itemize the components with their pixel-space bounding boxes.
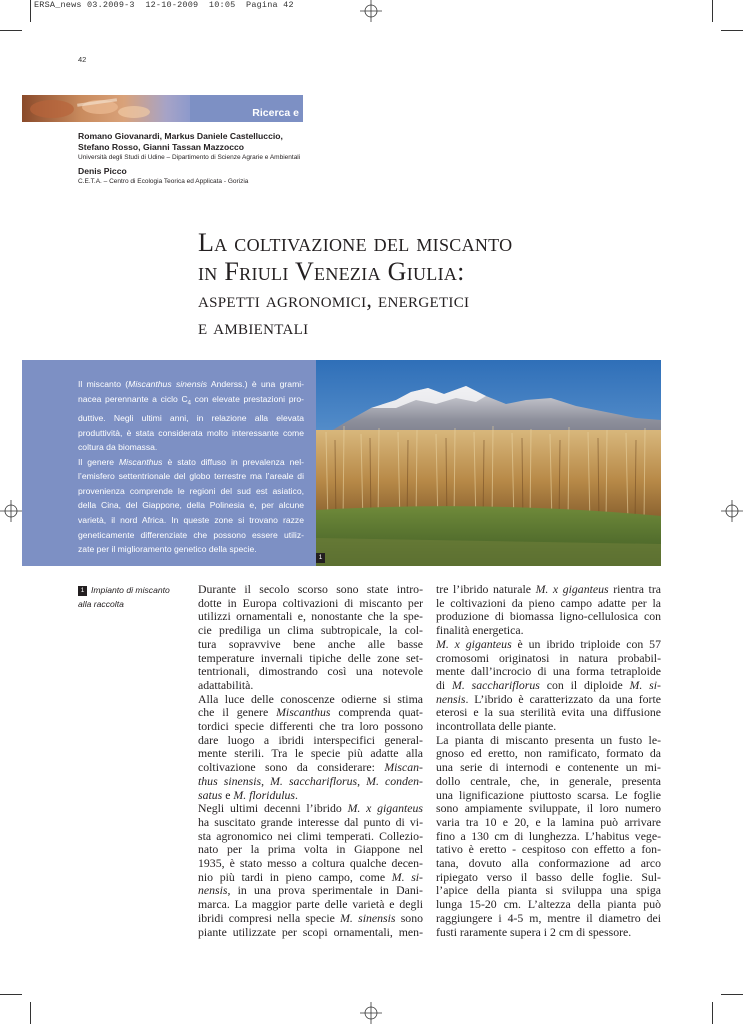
abstract-paragraph [78, 455, 304, 557]
text-line [78, 484, 304, 499]
text-run: le coltivazioni da pieno campo adatte per la [436, 595, 661, 610]
text-line [198, 816, 423, 830]
text-run: . L’ibrido è caratterizzato da una forte [465, 691, 661, 706]
italic-term: nensis [198, 883, 228, 898]
text-run: della Cina, del Giappone, della Polinesia e, per alcune [78, 500, 304, 511]
text-run: , in una prova sperimentale in Dani- [227, 883, 423, 898]
text-line [198, 898, 423, 912]
text-line [198, 761, 423, 775]
text-run: tordici specie differenti che tra loro possono [198, 719, 423, 734]
crop-mark [30, 0, 31, 22]
text-run: tativo è eretto - cespitoso con effetto a fon- [436, 842, 661, 857]
caption-text: Impianto di miscanto [91, 585, 170, 595]
text-line [436, 747, 661, 761]
text-line [436, 816, 661, 830]
text-run: Il miscanto ( [78, 379, 129, 389]
crop-mark [712, 1002, 713, 1024]
text-run: ha suscitato grande interesse dal punto di vi- [198, 814, 423, 829]
text-run: zate per il miglioramento genetico della specie. [78, 544, 257, 555]
text-line [198, 747, 423, 761]
crop-mark [712, 0, 713, 22]
article-title [198, 228, 668, 340]
miscanthus-field-photo [316, 360, 661, 566]
text-run: fusti raramente supera i 2 cm di spessore. [436, 924, 632, 939]
text-line [436, 679, 661, 693]
text-run: cromosomi originatosi in natura probabil- [436, 650, 661, 665]
italic-term: satus [198, 787, 223, 802]
text-run: produzione di biomassa ligno-cellulosica con [436, 609, 661, 624]
text-line [78, 498, 304, 513]
text-line [436, 843, 661, 857]
figure-number-badge: 1 [78, 586, 87, 596]
italic-term: Miscanthus sinensis [128, 379, 207, 389]
text-run: . [295, 787, 298, 802]
author-names-line: Romano Giovanardi, Markus Daniele Castelluccio, [78, 131, 283, 141]
italic-term: M. x giganteus [436, 636, 512, 651]
text-run: finalità energetica. [436, 623, 524, 638]
text-run: nato per la prima volta in Giappone nel [198, 842, 423, 857]
text-run: con il diploide [539, 677, 630, 692]
text-line [198, 638, 423, 652]
text-run: rientra tra [608, 582, 661, 596]
text-line [436, 830, 661, 844]
text-run: varietà, il nord Africa. In queste zone si trovano razze [78, 515, 304, 526]
text-run: Negli ultimi decenni l’ibrido [198, 801, 348, 816]
text-line [436, 857, 661, 871]
text-line [436, 720, 661, 734]
crop-mark [0, 30, 22, 31]
text-run: Durante il secolo scorso sono state intro- [198, 582, 423, 596]
text-run: piante utilizzate per scopi ornamentali, men- [198, 924, 423, 939]
registration-mark-icon [0, 500, 22, 522]
text-run: di [436, 677, 453, 692]
italic-term: M. sacchariflorus [270, 773, 358, 788]
text-line [78, 377, 304, 392]
abstract-box [22, 360, 316, 566]
text-line [198, 706, 423, 720]
text-run: una lignificazione piuttosto scarsa. Le foglie [436, 787, 661, 802]
registration-mark-icon [721, 500, 743, 522]
text-run: sta agronomico nei climi temperati. Collezio- [198, 828, 423, 843]
text-line [78, 392, 304, 411]
text-run: nio più tardi in pieno campo, come [198, 869, 392, 884]
text-run: Alla luce delle conoscenze odierne si stima [198, 691, 423, 706]
text-line [198, 843, 423, 857]
text-run: geneticamente differenziate che possono essere utiliz- [78, 529, 304, 540]
text-line [436, 926, 661, 940]
italic-term: M. sinensis [340, 910, 396, 925]
text-run: fino a 130 cm di lunghezza. L’habitus vege- [436, 828, 661, 843]
text-line [198, 912, 423, 926]
text-run: 1935, è stato messo a coltura qualche decen- [198, 856, 423, 871]
text-run: l’emisfero settentrionale del globo terrestre ma l’areale di [78, 471, 304, 482]
print-slug: ERSA_news 03.2009-3 12-10-2009 10:05 Pagina 42 [34, 0, 294, 10]
italic-term: nensis [436, 691, 466, 706]
text-line [436, 693, 661, 707]
italic-term: 4 [187, 400, 191, 407]
text-run: l’apice della pianta si sviluppa una spiga [436, 883, 661, 898]
text-run: sono ampiamente sviluppate, il loro numero [436, 801, 661, 816]
text-line [436, 652, 661, 666]
crop-mark [721, 994, 743, 995]
caption-text: alla raccolta [78, 599, 124, 609]
text-line [436, 734, 661, 748]
author-affiliation: Università degli Studi di Udine – Dipartimento di Scienze Agrarie e Ambientali [78, 154, 301, 161]
text-line [436, 583, 661, 597]
registration-mark-icon [360, 1002, 382, 1024]
text-line [198, 652, 423, 666]
text-line [78, 542, 304, 557]
text-line [436, 761, 661, 775]
text-run: dare luogo a ibridi interspecifici general- [198, 732, 423, 747]
text-line [436, 802, 661, 816]
text-run: marca. La maggior parte delle varietà e degli [198, 897, 423, 912]
text-run: e [222, 787, 234, 802]
italic-term: M. x giganteus [535, 582, 609, 596]
text-run: tentrionali, dimostrando così una notevole [198, 664, 423, 679]
text-run: che il genere [198, 705, 277, 720]
text-line [78, 469, 304, 484]
text-run: tura sopravvive bene anche alle basse [198, 636, 423, 651]
text-run: dotte in Europa coltivazioni di miscanto per [198, 595, 423, 610]
text-run: Anderss.) è una grami- [207, 379, 304, 389]
text-line [436, 789, 661, 803]
abstract-paragraph [78, 377, 304, 455]
text-run: coltura da biomassa. [78, 442, 158, 453]
text-run: lunga 15-20 cm. L’altezza della pianta può [436, 897, 661, 912]
text-line [436, 898, 661, 912]
text-run: , [261, 773, 271, 788]
text-line [436, 638, 661, 652]
text-run: utilizzi ornamentali e, nonostante che la spe- [198, 609, 423, 624]
italic-term: M. si- [629, 677, 661, 692]
text-run: tana, dovuto alla conformazione ad arco [436, 856, 661, 871]
title-line: aspetti agronomici, energetici [198, 287, 470, 312]
text-run: temperature invernali tipiche delle zone set- [198, 650, 423, 665]
text-line [436, 597, 661, 611]
text-run: eterosi e la sua sterilità evita una diffusione [436, 705, 661, 720]
text-line [198, 884, 423, 898]
text-run: nacea perennante a ciclo C [78, 393, 188, 404]
text-run: incontrollata delle piante. [436, 719, 557, 734]
text-run: dollo centrale, che, in generale, presenta [436, 773, 661, 788]
text-line [198, 583, 423, 597]
crop-mark [721, 30, 743, 31]
text-line [198, 693, 423, 707]
text-run: Il genere [78, 456, 120, 467]
text-run: è stato diffuso in prevalenza nel- [162, 456, 304, 467]
text-line [198, 830, 423, 844]
text-run: tre l’ibrido naturale [436, 582, 536, 596]
body-column [198, 583, 423, 939]
italic-term: M. x giganteus [347, 801, 423, 816]
author-names: Denis Picco [78, 166, 127, 176]
italic-term: Miscanthus [276, 705, 331, 720]
author-names [78, 131, 378, 153]
text-run: una serie di internodi e contenente un mi- [436, 760, 661, 775]
text-run: cie prediliga un clima subtropicale, la col- [198, 623, 423, 638]
italic-term: M. si- [391, 869, 423, 884]
crop-mark [30, 1002, 31, 1024]
text-line [198, 775, 423, 789]
text-line [198, 597, 423, 611]
text-run: varia tra 10 e 20, e la lamina può arrivare [436, 814, 661, 829]
text-run: adattabilità. [198, 677, 254, 692]
text-line [78, 411, 304, 426]
text-line [198, 679, 423, 693]
italic-term: M. conden- [366, 773, 423, 788]
title-line: La coltivazione del miscanto [198, 228, 513, 257]
italic-term: thus sinensis [198, 773, 262, 788]
text-run: , [357, 773, 367, 788]
text-line [436, 871, 661, 885]
text-run: provenienza comprende le regioni del sud est asiatico, [78, 485, 304, 496]
text-run: mente sterili. Tra le specie più adatte alla [198, 746, 423, 761]
text-run: con elevate prestazioni pro- [191, 393, 304, 404]
text-run: La pianta di miscanto presenta un fusto le- [436, 732, 661, 747]
text-line [198, 720, 423, 734]
section-banner-photo [22, 95, 192, 122]
text-run: gnoso ed eretto, non ramificato, formato da [436, 746, 661, 761]
text-run: duttive. Negli ultimi anni, in relazione alla elevata [78, 412, 304, 423]
crop-mark [0, 994, 22, 995]
title-line: in Friuli Venezia Giulia: [198, 257, 465, 286]
text-run: ripiegato verso il basso delle foglie. Sul- [436, 869, 661, 884]
text-run: produttività, è stata considerata molto interessante come [78, 427, 304, 438]
text-line [198, 857, 423, 871]
text-line [78, 528, 304, 543]
text-run: raggiungere i 4-5 m, mentre il diametro dei [436, 910, 661, 925]
registration-mark-icon [360, 0, 382, 22]
body-column [436, 583, 661, 939]
italic-term: M. sacchariflorus [452, 677, 540, 692]
text-line [436, 665, 661, 679]
text-line [436, 706, 661, 720]
text-line [198, 624, 423, 638]
text-line [198, 665, 423, 679]
italic-term: M. floridulus [233, 787, 296, 802]
text-line [436, 912, 661, 926]
text-run: è un ibrido triploide con 57 [511, 636, 661, 651]
italic-term: Miscan- [384, 760, 423, 775]
text-line [436, 610, 661, 624]
text-line [198, 871, 423, 885]
text-run: mente dall’incrocio di una forma tetraploide [436, 664, 661, 679]
text-line [436, 624, 661, 638]
text-run: comprenda quat- [330, 705, 423, 720]
text-line [198, 789, 423, 803]
italic-term: Miscanthus [119, 456, 163, 467]
text-line [78, 426, 304, 441]
author-block [78, 131, 378, 186]
figure-number-badge: 1 [316, 553, 325, 563]
title-line: e ambientali [198, 314, 309, 339]
author-names-line: Stefano Rosso, Gianni Tassan Mazzocco [78, 142, 245, 152]
page-number: 42 [78, 55, 87, 64]
text-line [436, 884, 661, 898]
text-line [78, 455, 304, 470]
text-line [198, 802, 423, 816]
text-line [198, 610, 423, 624]
text-run: ibridi compresi nella specie [198, 910, 341, 925]
text-line [198, 734, 423, 748]
text-run: coltivazione sono da considerare: [198, 760, 385, 775]
figure-caption [78, 583, 193, 611]
text-line [78, 513, 304, 528]
author-affiliation: C.E.T.A. – Centro di Ecologia Teorica ed Applicata - Gorizia [78, 178, 249, 185]
text-line [78, 440, 304, 455]
section-label: Ricerca e innovazione [190, 95, 303, 122]
text-line [198, 926, 423, 940]
text-line [436, 775, 661, 789]
text-run: sono [395, 910, 423, 925]
